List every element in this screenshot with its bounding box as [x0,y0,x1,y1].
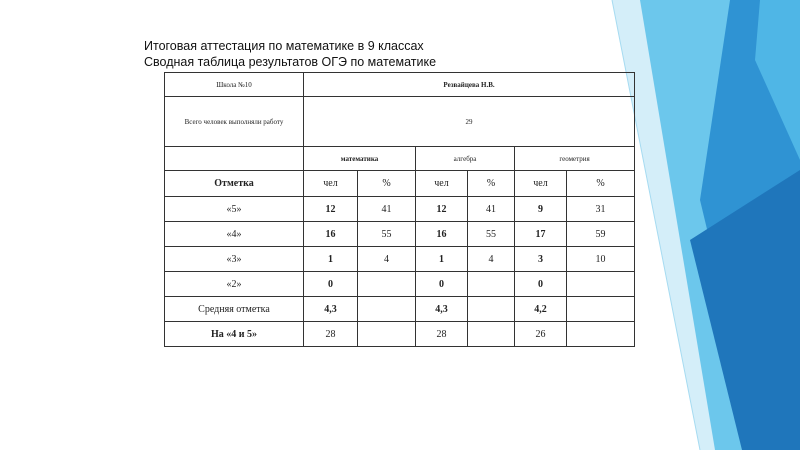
col-count-algebra: чел [416,171,468,197]
slide-title [144,38,436,70]
teacher-name: Резвайцева Н.В. [304,73,635,97]
grade-label: «5» [165,197,304,222]
grade-label: «3» [165,247,304,272]
table-row-header [165,171,635,197]
table-row [165,197,635,222]
geometry-count: 3 [515,247,567,272]
algebra-percent: 55 [468,222,515,247]
geometry-percent: 10 [567,247,635,272]
math-good-blank [358,322,416,347]
subjects-blank-cell [165,147,304,171]
table-row [165,247,635,272]
algebra-average: 4,3 [416,297,468,322]
geometry-percent [567,272,635,297]
table-row [165,272,635,297]
results-table [164,72,635,347]
algebra-count: 1 [416,247,468,272]
title-line-1: Итоговая аттестация по математике в 9 классах [144,39,424,53]
col-percent-math: % [358,171,416,197]
algebra-count: 16 [416,222,468,247]
geometry-percent: 59 [567,222,635,247]
school-label: Школа №10 [165,73,304,97]
geometry-percent: 31 [567,197,635,222]
total-label: Всего человек выполняли работу [165,97,304,147]
algebra-count: 12 [416,197,468,222]
geometry-average-blank [567,297,635,322]
math-percent: 4 [358,247,416,272]
algebra-percent: 4 [468,247,515,272]
grade-label: «4» [165,222,304,247]
geometry-count: 17 [515,222,567,247]
geometry-good-blank [567,322,635,347]
geometry-count: 9 [515,197,567,222]
col-percent-geometry: % [567,171,635,197]
good-label: На «4 и 5» [165,322,304,347]
grade-header: Отметка [165,171,304,197]
grade-label: «2» [165,272,304,297]
table-row-average [165,297,635,322]
subject-math: математика [304,147,416,171]
math-average-blank [358,297,416,322]
average-label: Средняя отметка [165,297,304,322]
math-good: 28 [304,322,358,347]
math-count: 1 [304,247,358,272]
title-line-2: Сводная таблица результатов ОГЭ по математике [144,55,437,69]
col-percent-algebra: % [468,171,515,197]
algebra-average-blank [468,297,515,322]
geometry-count: 0 [515,272,567,297]
math-count: 16 [304,222,358,247]
algebra-percent: 41 [468,197,515,222]
math-count: 12 [304,197,358,222]
table-row-good [165,322,635,347]
algebra-good: 28 [416,322,468,347]
table-row [165,222,635,247]
table-row-subjects [165,147,635,171]
total-value: 29 [304,97,635,147]
geometry-good: 26 [515,322,567,347]
table-row-school [165,73,635,97]
col-count-geometry: чел [515,171,567,197]
subject-algebra: алгебра [416,147,515,171]
algebra-count: 0 [416,272,468,297]
table-row-total [165,97,635,147]
math-percent: 55 [358,222,416,247]
math-percent [358,272,416,297]
algebra-good-blank [468,322,515,347]
col-count-math: чел [304,171,358,197]
subject-geometry: геометрия [515,147,635,171]
algebra-percent [468,272,515,297]
math-count: 0 [304,272,358,297]
math-average: 4,3 [304,297,358,322]
geometry-average: 4,2 [515,297,567,322]
math-percent: 41 [358,197,416,222]
